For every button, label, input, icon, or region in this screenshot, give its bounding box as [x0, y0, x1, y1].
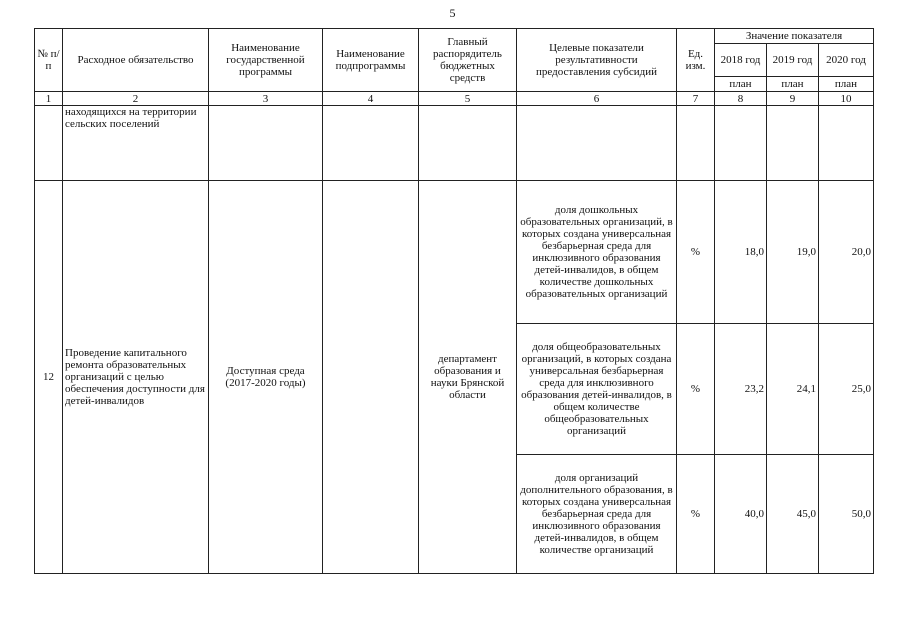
indicator-text: доля дошкольных образовательных организаций, в которых создана универсальная безбарьерная среда для инклюзивного образования детей-инвалидов, в общем количестве дошкольных образовательных организаций — [517, 181, 677, 324]
row-obligation: Проведение капитального ремонта образовательных организаций с целью обеспечения доступности для детей-инвалидов — [63, 181, 209, 574]
column-numbers-row — [35, 92, 874, 106]
header-indicators: Целевые показатели результативности предоставления субсидий — [517, 29, 677, 92]
column-number: 9 — [767, 92, 819, 106]
header-unit: Ед. изм. — [677, 29, 715, 92]
row-administrator: департамент образования и науки Брянской области — [419, 181, 517, 574]
header-administrator: Главный распорядитель бюджетных средств — [419, 29, 517, 92]
indicator-text: доля организаций дополнительного образования, в которых создана универсальная безбарьерная среда для инклюзивного образования детей-инвалидов, в общем количестве организаций — [517, 455, 677, 574]
header-year-2020: 2020 год — [819, 43, 874, 76]
indicator-unit: % — [677, 181, 715, 324]
column-number: 2 — [63, 92, 209, 106]
column-number: 3 — [209, 92, 323, 106]
header-values-group: Значение показателя — [715, 29, 874, 44]
column-number: 8 — [715, 92, 767, 106]
column-number: 1 — [35, 92, 63, 106]
table-header-row — [35, 29, 874, 44]
indicator-value-2020: 50,0 — [819, 455, 874, 574]
header-program: Наименование государственной программы — [209, 29, 323, 92]
header-plan-2019: план — [767, 77, 819, 92]
column-number: 6 — [517, 92, 677, 106]
header-plan-2018: план — [715, 77, 767, 92]
header-year-2019: 2019 год — [767, 43, 819, 76]
subsidy-indicators-table — [34, 28, 874, 574]
column-number: 4 — [323, 92, 419, 106]
table-row-12 — [35, 181, 874, 324]
indicator-unit: % — [677, 324, 715, 455]
continuation-obligation: находящихся на территории сельских поселений — [63, 106, 209, 181]
row-number: 12 — [35, 181, 63, 574]
page-number: 5 — [449, 6, 456, 20]
indicator-value-2019: 45,0 — [767, 455, 819, 574]
column-number: 10 — [819, 92, 874, 106]
header-num: № п/п — [35, 29, 63, 92]
row-program: Доступная среда (2017-2020 годы) — [209, 181, 323, 574]
indicator-value-2019: 19,0 — [767, 181, 819, 324]
indicator-value-2020: 25,0 — [819, 324, 874, 455]
row-subprogram — [323, 181, 419, 574]
column-number: 7 — [677, 92, 715, 106]
header-year-2018: 2018 год — [715, 43, 767, 76]
header-obligation: Расходное обязательство — [63, 29, 209, 92]
indicator-value-2018: 40,0 — [715, 455, 767, 574]
header-plan-2020: план — [819, 77, 874, 92]
column-number: 5 — [419, 92, 517, 106]
indicator-value-2018: 18,0 — [715, 181, 767, 324]
table-row-continuation — [35, 106, 874, 181]
indicator-value-2018: 23,2 — [715, 324, 767, 455]
indicator-text: доля общеобразовательных организаций, в которых создана универсальная безбарьерная среда для инклюзивного образования детей-инвалидов, в общем количестве общеобразовательных организаций — [517, 324, 677, 455]
indicator-value-2019: 24,1 — [767, 324, 819, 455]
header-subprogram: Наименование подпрограммы — [323, 29, 419, 92]
indicator-value-2020: 20,0 — [819, 181, 874, 324]
indicator-unit: % — [677, 455, 715, 574]
